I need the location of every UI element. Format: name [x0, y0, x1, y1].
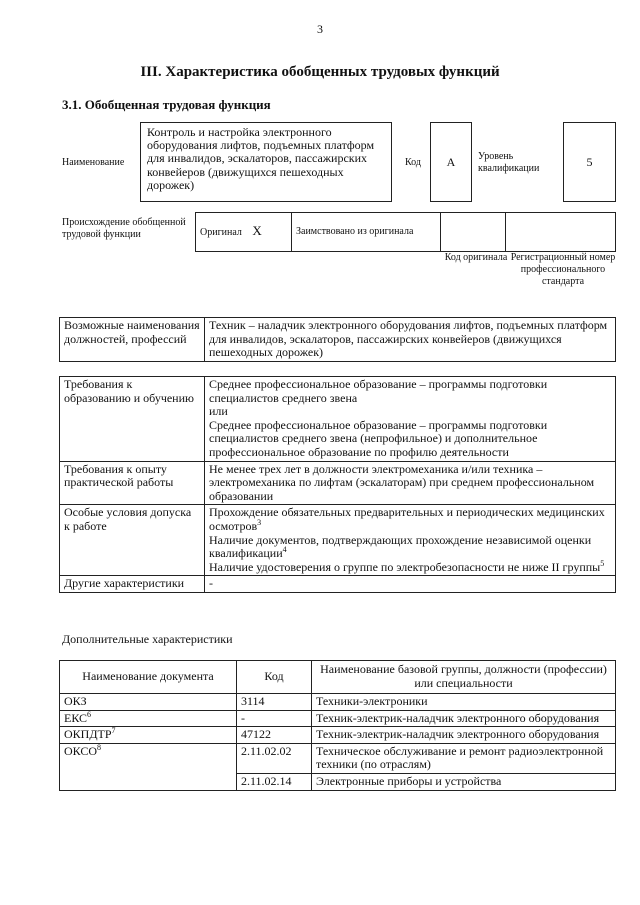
origin-label: Происхождение обобщенной трудовой функции: [62, 217, 186, 240]
origin-table: [195, 212, 616, 252]
code-cell: 2.11.02.02: [237, 743, 312, 773]
table-row: [60, 694, 616, 711]
requirement-row-education: [60, 377, 616, 462]
reg-caption: Регистрационный номер профессионального стандарта: [510, 252, 616, 287]
origin-code-cell: [441, 213, 506, 252]
doc-cell: ОКСО$^8$: [60, 743, 237, 790]
table-header-row: [60, 661, 616, 694]
subsection-title: 3.1. Обобщенная трудовая функция: [62, 97, 271, 112]
name-label: Наименование: [62, 157, 125, 168]
requirement-line: Наличие документов, подтверждающих прохождение независимой оценки квалификации$^4$: [209, 532, 592, 561]
table-row: [60, 743, 616, 773]
code-caption: Код оригинала: [444, 252, 508, 263]
additional-table: [59, 660, 616, 791]
section-title: III. Характеристика обобщенных трудовых функций: [140, 64, 500, 80]
borrowed-label: Заимствовано из оригинала: [296, 226, 414, 238]
original-label: Оригинал: [200, 227, 242, 239]
group-name-cell: Техник-электрик-наладчик электронного оборудования: [312, 727, 616, 744]
table-header: Наименование документа: [60, 661, 237, 694]
table-header: Код: [237, 661, 312, 694]
group-name-cell: Техники-электроники: [312, 694, 616, 711]
requirement-label: Другие характеристики: [60, 576, 205, 593]
requirement-label: Особые условия допуска к работе: [60, 505, 205, 576]
code-label: Код: [405, 157, 421, 168]
requirement-line: Прохождение обязательных предварительных и периодических медицинских осмотров$^3$: [209, 505, 605, 533]
level-label: Уровень квалификации: [478, 151, 540, 174]
requirement-line: или: [209, 404, 228, 419]
requirement-label: Требования к опыту практической работы: [60, 461, 205, 505]
group-name-cell: Техническое обслуживание и ремонт радиоэлектронной техники (по отраслям): [312, 743, 616, 773]
borrowed-cell: [292, 213, 441, 252]
page-number: 3: [317, 22, 323, 36]
requirement-value: [205, 377, 616, 462]
group-name-cell: Техник-электрик-наладчик электронного оборудования: [312, 710, 616, 727]
footnote-ref: 5: [600, 558, 605, 568]
code-cell: -: [237, 710, 312, 727]
origin-reg-cell: [506, 213, 616, 252]
requirement-value: [205, 505, 616, 576]
level-value-box: [563, 122, 616, 202]
table-header: Наименование базовой группы, должности (профессии) или специальности: [312, 661, 616, 694]
requirement-row-conditions: [60, 505, 616, 576]
table-row: [60, 727, 616, 744]
doc-cell: ОКПДТР$^7$: [60, 727, 237, 744]
group-name-cell: Электронные приборы и устройства: [312, 773, 616, 790]
requirement-row-experience: [60, 461, 616, 505]
requirements-table: [59, 376, 616, 593]
requirement-label: Требования к образованию и обучению: [60, 377, 205, 462]
requirement-line: Не менее трех лет в должности электромеханика и/или техника – электромеханика по лифтам (эскалаторам) при среднем профессиональном образовании: [209, 461, 595, 503]
requirement-line: -: [209, 576, 213, 591]
requirement-line: Среднее профессиональное образование – программы подготовки специалистов среднего звена (непрофильное) и дополнительное профессиональное образование по профилю деятельности: [209, 417, 548, 459]
positions-label: Возможные наименования должностей, профессий: [60, 318, 205, 362]
footnote-ref: 3: [257, 517, 262, 527]
doc-cell: ОКЗ: [60, 694, 237, 711]
function-name-box: Контроль и настройка электронного оборудования лифтов, подъемных платформ для инвалидов, эскалаторов, пассажирских конвейеров (движущихся пешеходных дорожек): [140, 122, 392, 202]
original-cell: [196, 213, 292, 252]
code-value: А: [446, 154, 456, 169]
original-mark: Х: [252, 223, 262, 239]
requirement-value: [205, 461, 616, 505]
requirement-line: Наличие удостоверения о группе по электробезопасности не ниже II группы$^5$: [209, 558, 605, 574]
positions-table: [59, 317, 616, 362]
level-value: 5: [586, 154, 593, 169]
doc-cell: ЕКС$^6$: [60, 710, 237, 727]
code-cell: 2.11.02.14: [237, 773, 312, 790]
requirement-line: Среднее профессиональное образование – программы подготовки специалистов среднего звена: [209, 377, 548, 405]
code-value-box: [430, 122, 472, 202]
table-row: [60, 710, 616, 727]
requirement-value: [205, 576, 616, 593]
positions-value: Техник – наладчик электронного оборудования лифтов, подъемных платформ для инвалидов, эскалаторов, пассажирских конвейеров (движущихся пешеходных дорожек): [205, 318, 616, 362]
code-cell: 3114: [237, 694, 312, 711]
requirement-row-other: [60, 576, 616, 593]
code-cell: 47122: [237, 727, 312, 744]
footnote-ref: 4: [282, 545, 287, 555]
additional-title: Дополнительные характеристики: [62, 632, 233, 646]
